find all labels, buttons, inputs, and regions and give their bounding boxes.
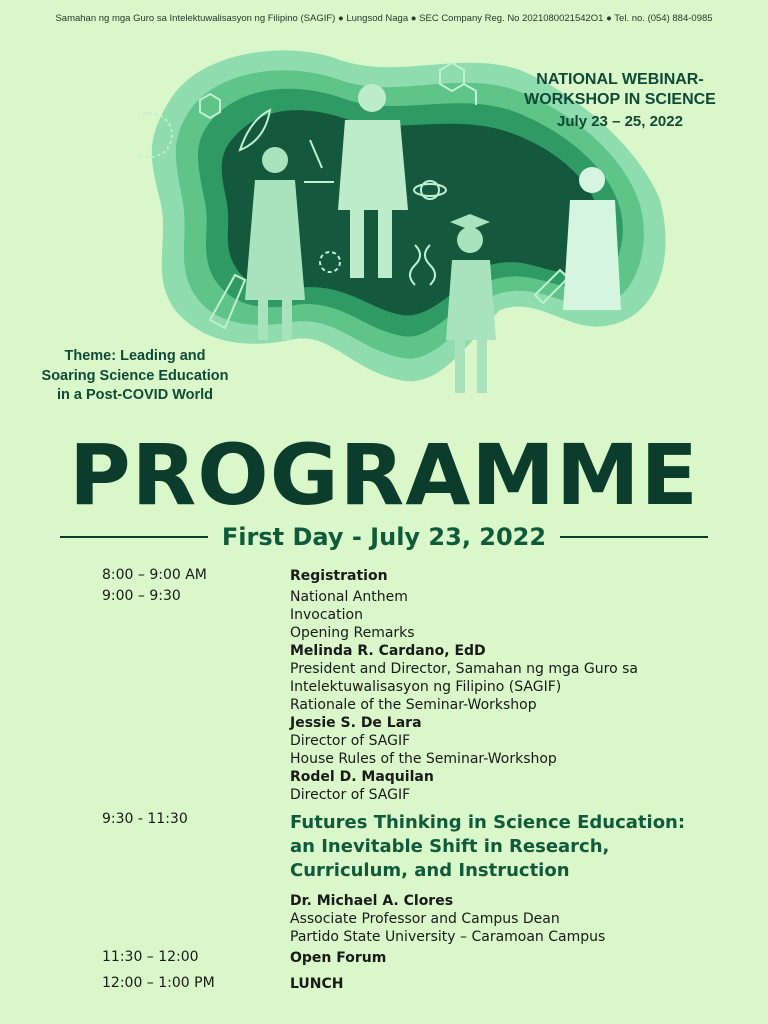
speaker-title: Intelektuwalisasyon ng Filipino (SAGIF) — [290, 679, 562, 695]
divider-left — [60, 536, 208, 538]
speaker-title: Director of SAGIF — [290, 733, 411, 749]
speaker-title: Partido State University – Caramoan Campus — [290, 929, 606, 945]
event-title — [490, 70, 750, 132]
event-title-line1: NATIONAL WEBINAR- — [536, 71, 704, 88]
day-heading: First Day - July 23, 2022 — [221, 523, 547, 551]
schedule-entry: Invocation — [290, 607, 363, 623]
event-title-line2: WORKSHOP IN SCIENCE — [524, 91, 716, 108]
theme-line2: Soaring Science Education — [41, 367, 229, 384]
schedule-entries — [290, 567, 720, 585]
schedule-entry: House Rules of the Seminar-Workshop — [290, 751, 557, 767]
schedule-entries — [290, 975, 720, 993]
schedule-time: 12:00 – 1:00 PM — [102, 975, 215, 991]
theme-line1: Theme: Leading and — [64, 348, 206, 364]
schedule-time: 8:00 – 9:00 AM — [102, 567, 207, 583]
session-topic: Futures Thinking in Science Education: — [290, 812, 686, 833]
schedule-entry: LUNCH — [290, 976, 344, 992]
schedule-entry: Open Forum — [290, 950, 387, 966]
schedule-time: 11:30 – 12:00 — [102, 949, 199, 965]
schedule-entry: Rationale of the Seminar-Workshop — [290, 697, 537, 713]
org-header: Samahan ng mga Guro sa Intelektuwalisasyon ng Filipino (SAGIF) ● Lungsod Naga ● SEC Company Reg. No 2021080021542O1 ● Tel. no. (054) 884-0985 — [55, 13, 713, 24]
session-topic: an Inevitable Shift in Research, — [290, 836, 610, 857]
schedule-time: 9:00 – 9:30 — [102, 588, 181, 604]
event-theme — [15, 347, 255, 406]
speaker-title: Associate Professor and Campus Dean — [290, 911, 560, 927]
theme-line3: in a Post-COVID World — [56, 387, 214, 403]
schedule-entries — [290, 811, 720, 946]
divider-right — [560, 536, 708, 538]
schedule-time: 9:30 - 11:30 — [102, 811, 188, 827]
schedule-entry: Registration — [290, 568, 388, 584]
schedule-entry: Opening Remarks — [290, 625, 415, 641]
speaker-name: Dr. Michael A. Clores — [290, 893, 454, 909]
schedule-entry: National Anthem — [290, 589, 408, 605]
speaker-name: Melinda R. Cardano, EdD — [290, 643, 486, 659]
speaker-name: Rodel D. Maquilan — [290, 769, 434, 785]
session-topic: Curriculum, and Instruction — [290, 860, 570, 881]
schedule-entries — [290, 949, 720, 967]
day-heading-row — [60, 520, 708, 554]
speaker-title: Director of SAGIF — [290, 787, 411, 803]
schedule-entries — [290, 588, 720, 804]
programme-title: PROGRAMME — [69, 426, 699, 524]
speaker-title: President and Director, Samahan ng mga Guro sa — [290, 661, 638, 677]
event-dates: July 23 – 25, 2022 — [557, 113, 683, 130]
speaker-name: Jessie S. De Lara — [290, 715, 422, 731]
